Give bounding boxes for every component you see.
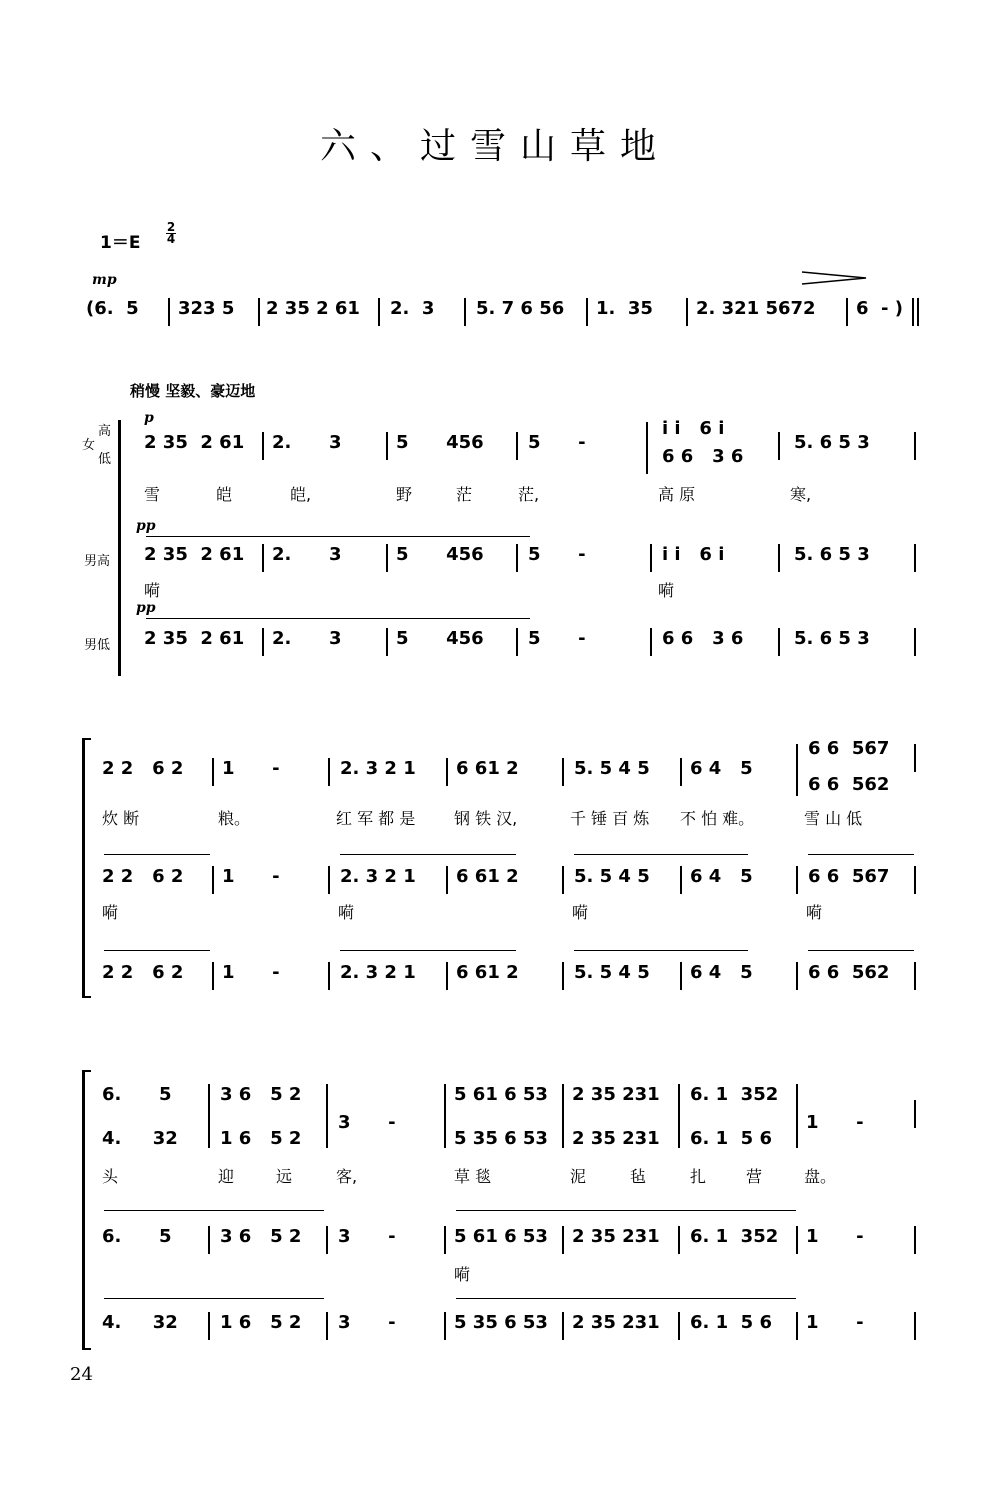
dynamic-men-low: pp: [136, 600, 156, 616]
barline: [326, 1226, 328, 1254]
measure: 6 6 567: [808, 866, 890, 887]
barline: [796, 866, 798, 894]
lyric-hum: 嗬: [454, 1265, 471, 1284]
measure: 4. 32: [102, 1128, 178, 1149]
lyric: 不 怕 难。: [680, 809, 755, 828]
lyric-hum: 嗬: [572, 903, 589, 922]
slur: [456, 1210, 796, 1211]
barline: [446, 758, 448, 786]
barline: [678, 1084, 680, 1148]
dynamic-intro: mp: [92, 272, 117, 288]
measure: 6. 5: [102, 1226, 172, 1247]
measure: 2. 3 2 1: [340, 866, 416, 887]
voice-label-women: 女: [82, 438, 96, 453]
slur: [104, 950, 210, 951]
measure: 5. 5 4 5: [574, 758, 650, 779]
barline: [212, 758, 214, 786]
measure: 6 4 5: [690, 866, 753, 887]
barline: [586, 298, 588, 326]
barline: [686, 298, 688, 326]
lyric: 红 军 都 是: [336, 809, 416, 828]
barline: [678, 1312, 680, 1340]
barline: [168, 298, 170, 326]
lyric: 茫,: [518, 485, 540, 504]
lyric: 头: [102, 1167, 119, 1186]
barline: [914, 628, 916, 656]
lyric: 高 原: [658, 485, 696, 504]
barline: [778, 432, 780, 460]
barline: [328, 962, 330, 990]
barline: [326, 1084, 328, 1148]
tempo-marking: 稍慢 坚毅、豪迈地: [130, 382, 256, 400]
lyric: 泥: [570, 1167, 587, 1186]
barline: [386, 432, 388, 460]
barline: [562, 1084, 564, 1148]
measure: 6 6 3 6: [662, 628, 744, 649]
measure: 3 -: [338, 1112, 396, 1133]
measure: 5 35 6 53: [454, 1128, 548, 1149]
measure: 5 61 6 53: [454, 1226, 548, 1247]
measure: 5 35 6 53: [454, 1312, 548, 1333]
lyric: 毡: [630, 1167, 647, 1186]
measure: 2 35 2 61: [144, 544, 245, 565]
measure: 5 61 6 53: [454, 1084, 548, 1105]
barline: [212, 962, 214, 990]
lyric: 钢 铁 汉,: [454, 809, 518, 828]
lyric: 炊 断: [102, 809, 140, 828]
barline: [914, 432, 916, 460]
measure: 2 35 2 61: [144, 628, 245, 649]
time-numerator: 2: [166, 220, 176, 234]
lyric: 野: [396, 485, 413, 504]
voice-label-women-high: 高: [98, 424, 112, 439]
chord-bottom: 6 6 3 6: [662, 446, 744, 467]
barline: [464, 298, 466, 326]
intro-measure: 5. 7 6 56: [476, 298, 565, 319]
barline: [914, 866, 916, 894]
intro-measure: (6. 5: [86, 298, 139, 319]
barline: [914, 544, 916, 572]
barline: [328, 866, 330, 894]
barline: [378, 298, 380, 326]
time-denominator: 4: [166, 232, 176, 246]
lyric: 皑: [216, 485, 233, 504]
measure: 6. 1 5 6: [690, 1128, 773, 1149]
time-signature: [166, 222, 176, 245]
lyric: 皑,: [290, 485, 312, 504]
measure: 1 -: [222, 758, 280, 779]
lyric-hum: 嗬: [102, 903, 119, 922]
lyric: 迎: [218, 1167, 235, 1186]
measure: 6 61 2: [456, 758, 519, 779]
measure: 5. 5 4 5: [574, 962, 650, 983]
barline: [562, 866, 564, 894]
voice-label-men-high: 男高: [84, 554, 111, 569]
measure: 5 -: [528, 432, 586, 453]
measure: 1 -: [806, 1226, 864, 1247]
lyric-hum: 嗬: [338, 903, 355, 922]
measure: 6 6 562: [808, 962, 890, 983]
barline: [562, 1312, 564, 1340]
measure: 1 -: [222, 866, 280, 887]
barline: [208, 1312, 210, 1340]
measure: 2 2 6 2: [102, 866, 184, 887]
lyric: 扎: [690, 1167, 707, 1186]
measure: 5. 6 5 3: [794, 628, 870, 649]
measure: 2 35 231: [572, 1226, 660, 1247]
slur: [146, 536, 530, 537]
decrescendo-hairpin: [800, 268, 870, 288]
lyric: 千 锤 百 炼: [570, 809, 650, 828]
measure: 5 456: [396, 432, 484, 453]
barline: [650, 628, 652, 656]
slur: [146, 618, 530, 619]
barline: [846, 298, 848, 326]
measure: 6 4 5: [690, 962, 753, 983]
barline: [562, 758, 564, 786]
lyric: 盘。: [804, 1167, 837, 1186]
barline: [208, 1084, 210, 1148]
system-bracket: [118, 420, 125, 676]
lyric: 草 毯: [454, 1167, 492, 1186]
barline: [678, 1226, 680, 1254]
barline: [516, 432, 518, 460]
measure: 2. 3: [272, 628, 342, 649]
measure: 2. 3 2 1: [340, 962, 416, 983]
barline: [212, 866, 214, 894]
measure: 2. 3: [272, 544, 342, 565]
measure: 6. 1 5 6: [690, 1312, 773, 1333]
measure: 5. 5 4 5: [574, 866, 650, 887]
slur: [104, 854, 210, 855]
lyric: 雪: [144, 485, 161, 504]
measure: 3 -: [338, 1312, 396, 1333]
measure: 6 61 2: [456, 866, 519, 887]
barline: [258, 298, 260, 326]
barline: [914, 1312, 916, 1340]
slur: [340, 854, 516, 855]
barline: [646, 422, 648, 474]
measure: 4. 32: [102, 1312, 178, 1333]
measure: 5. 6 5 3: [794, 432, 870, 453]
lyric: 客,: [336, 1167, 358, 1186]
barline: [386, 544, 388, 572]
measure: 3 -: [338, 1226, 396, 1247]
barline: [562, 962, 564, 990]
voice-label-men-low: 男低: [84, 638, 111, 653]
slur: [340, 950, 516, 951]
intro-measure: 6 - ): [856, 298, 904, 319]
voice-label-women-low: 低: [98, 452, 112, 467]
measure: 2 35 2 61: [144, 432, 245, 453]
barline: [914, 1100, 916, 1128]
measure: 6 61 2: [456, 962, 519, 983]
measure: 2 35 231: [572, 1312, 660, 1333]
barline: [796, 962, 798, 990]
barline: [262, 544, 264, 572]
intro-measure: 323 5: [178, 298, 235, 319]
barline: [778, 544, 780, 572]
song-title: 六、过雪山草地: [319, 126, 670, 167]
barline: [444, 1226, 446, 1254]
measure: 5 456: [396, 544, 484, 565]
measure: 5. 6 5 3: [794, 544, 870, 565]
barline: [208, 1226, 210, 1254]
measure: 6. 1 352: [690, 1226, 779, 1247]
lyric: 远: [276, 1167, 293, 1186]
measure: 2. 3: [272, 432, 342, 453]
measure: 2. 3 2 1: [340, 758, 416, 779]
measure: 1 6 5 2: [220, 1312, 302, 1333]
chord-bottom: 6 6 562: [808, 774, 890, 795]
barline: [262, 628, 264, 656]
key-signature: 1＝E: [100, 233, 141, 253]
barline: [326, 1312, 328, 1340]
slur: [808, 854, 914, 855]
slur: [104, 1210, 324, 1211]
measure: 3 6 5 2: [220, 1084, 302, 1105]
measure: i i 6 i: [662, 544, 725, 565]
lyric: 营: [746, 1167, 763, 1186]
lyric-hum: 嗬: [806, 903, 823, 922]
barline: [446, 962, 448, 990]
barline: [262, 432, 264, 460]
chord-top: i i 6 i: [662, 418, 725, 439]
barline: [386, 628, 388, 656]
barline: [562, 1226, 564, 1254]
barline: [444, 1084, 446, 1148]
lyric: 雪 山 低: [804, 809, 863, 828]
dynamic-women: p: [144, 410, 154, 426]
lyric-hum: 嗬: [658, 581, 675, 600]
lyric-hum: 嗬: [144, 581, 161, 600]
lyric: 粮。: [218, 809, 251, 828]
barline: [446, 866, 448, 894]
slur: [456, 1298, 796, 1299]
dynamic-men-high: pp: [136, 518, 156, 534]
barline: [796, 744, 798, 796]
barline: [796, 1084, 798, 1148]
measure: 1 6 5 2: [220, 1128, 302, 1149]
lyric: 寒,: [790, 485, 812, 504]
slur: [104, 1298, 324, 1299]
barline: [516, 628, 518, 656]
measure: 2 35 231: [572, 1084, 660, 1105]
barline: [444, 1312, 446, 1340]
barline: [796, 1226, 798, 1254]
system-bracket: [82, 1070, 91, 1350]
slur: [574, 950, 748, 951]
measure: 5 -: [528, 544, 586, 565]
lyric: 茫: [456, 485, 473, 504]
barline: [680, 962, 682, 990]
measure: 5 456: [396, 628, 484, 649]
intro-measure: 2 35 2 61: [266, 298, 360, 319]
barline: [778, 628, 780, 656]
barline: [914, 962, 916, 990]
chord-top: 6 6 567: [808, 738, 890, 759]
measure: 3 6 5 2: [220, 1226, 302, 1247]
measure: 6. 5: [102, 1084, 172, 1105]
system-bracket: [82, 738, 91, 998]
measure: 6. 1 352: [690, 1084, 779, 1105]
measure: 2 35 231: [572, 1128, 660, 1149]
measure: 6 4 5: [690, 758, 753, 779]
measure: 2 2 6 2: [102, 758, 184, 779]
final-barline: [917, 298, 919, 326]
measure: 1 -: [806, 1312, 864, 1333]
barline: [680, 866, 682, 894]
measure: 5 -: [528, 628, 586, 649]
intro-measure: 2. 3: [390, 298, 435, 319]
intro-measure: 1. 35: [596, 298, 653, 319]
barline: [912, 298, 914, 326]
page-number: 24: [70, 1364, 93, 1385]
measure: 1 -: [222, 962, 280, 983]
measure: 1 -: [806, 1112, 864, 1133]
measure: 2 2 6 2: [102, 962, 184, 983]
barline: [328, 758, 330, 786]
barline: [680, 758, 682, 786]
slur: [574, 854, 748, 855]
barline: [650, 544, 652, 572]
barline: [516, 544, 518, 572]
barline: [796, 1312, 798, 1340]
slur: [808, 950, 914, 951]
barline: [914, 1226, 916, 1254]
intro-measure: 2. 321 5672: [696, 298, 816, 319]
barline: [914, 744, 916, 772]
